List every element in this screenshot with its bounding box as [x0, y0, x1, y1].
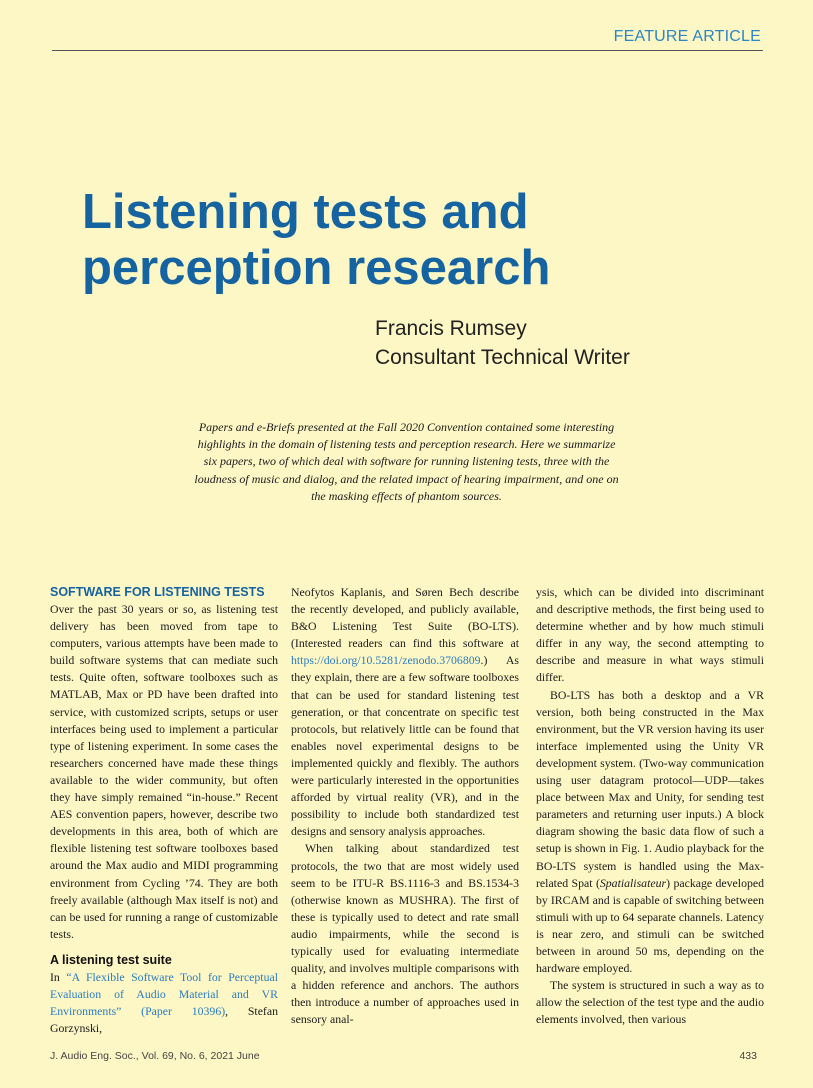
paragraph: ysis, which can be divided into discriminant and descriptive methods, the first being used to determine whether and by how much stimuli differ in any way, the second attempting to describe and measure in what ways stimuli differ. — [536, 585, 764, 685]
paragraph-text: , Stefan Gorzynski, — [50, 1004, 278, 1036]
article-title — [82, 184, 762, 296]
paragraph-text: BO-LTS has both a desktop and a VR version, both being constructed in the Max environment, but the VR version having its user interface implemented using the Unity VR development system. (Two-way communication using user datagram protocol—UDP—takes place between Max and Unity, for sending test parameters and returning user inputs.) A block diagram showing the basic data flow of such a setup is shown in Fig. 1. Audio playback for the BO-LTS system is handled using the Max-related Spat ( — [536, 687, 764, 890]
header-rule — [52, 50, 763, 51]
column-2 — [291, 584, 519, 1028]
section-label: FEATURE ARTICLE — [613, 28, 761, 45]
emphasis-text: Spatialisateur — [599, 875, 667, 890]
paragraph-text: ) package developed by IRCAM and is capable of switching between stimuli with up to 64 separate channels. Latency is near zero, and stimuli can be switched between in around 50 ms, depending on the hardware employed. — [536, 875, 765, 976]
section-heading: SOFTWARE FOR LISTENING TESTS — [50, 585, 265, 599]
author-role: Consultant Technical Writer — [375, 346, 630, 369]
paragraph — [291, 584, 519, 840]
paragraph: When talking about standardized test protocols, the two that are most widely used seem to be ITU-R BS.1116-3 and BS.1534-3 (otherwise known as MUSHRA). The first of these is typically used to detect and rate small audio impairments, while the second is typically used for evaluating intermediate quality, and involves multiple comparisons with a hidden reference and anchors. The authors then introduce a number of approaches used in sensory anal- — [291, 841, 519, 1027]
footer-citation: J. Audio Eng. Soc., Vol. 69, No. 6, 2021 June — [50, 1050, 260, 1062]
column-3 — [536, 584, 764, 1028]
page-number: 433 — [739, 1050, 757, 1062]
title-line-2: perception research — [82, 241, 551, 295]
title-line-1: Listening tests and — [82, 185, 529, 239]
author-block — [375, 314, 630, 372]
paper-link[interactable]: “A Flexible Software Tool for Perceptual Evaluation of Audio Material and VR Environments” (Paper 10396) — [50, 969, 278, 1019]
paragraph: Over the past 30 years or so, as listening test delivery has been moved from tape to computers, various attempts have been made to build software systems that can mediate such tests. Quite often, software toolboxes such as MATLAB, Max or PD have been drafted into service, with customized scripts, setups or user interfaces being used to implement a particular type of listening experiment. In some cases the researchers concerned have made these things available to the wider community, but often they have simply remained “in-house.” Recent AES convention papers, however, describe two developments in this area, both of which are flexible listening test software toolboxes based around the Max audio and MIDI programming environment from Cycling ’74. They are both freely available (although Max itself is not) and can be used for running a range of customizable tests. — [50, 602, 278, 941]
paragraph-text: Neofytos Kaplanis, and Søren Bech describe the recently developed, and publicly available, B&O Listening Test Suite (BO-LTS). (Interested readers can find this software at — [291, 585, 519, 651]
paragraph-text: .) As they explain, there are a few software toolboxes that can be used for standard listening test generation, or that concentrate on specific test protocols, but relatively little can be found that enables novel experimental designs to be implemented quickly and flexibly. The authors were particularly interested in the opportunities afforded by virtual reality (VR), and in the possibility to include both standardized test designs and sensory analysis approaches. — [291, 653, 519, 839]
doi-link[interactable]: https://doi.org/10.5281/zenodo.3706809 — [291, 653, 481, 668]
paragraph — [536, 687, 764, 978]
paragraph: The system is structured in such a way as to allow the selection of the test type and the audio elements involved, then various — [536, 978, 764, 1027]
subheading: A listening test suite — [50, 952, 172, 967]
abstract: Papers and e-Briefs presented at the Fall 2020 Convention contained some interesting highlights in the domain of listening tests and perception research. Here we summarize six papers, two of which deal with software for running listening tests, three with the loudness of music and dialog, and the related impact of hearing impairment, and one on the masking effects of phantom sources. — [194, 420, 619, 503]
author-name: Francis Rumsey — [375, 317, 527, 340]
column-1 — [50, 584, 278, 1037]
paragraph-text: In — [50, 969, 60, 984]
paragraph — [50, 969, 278, 1037]
